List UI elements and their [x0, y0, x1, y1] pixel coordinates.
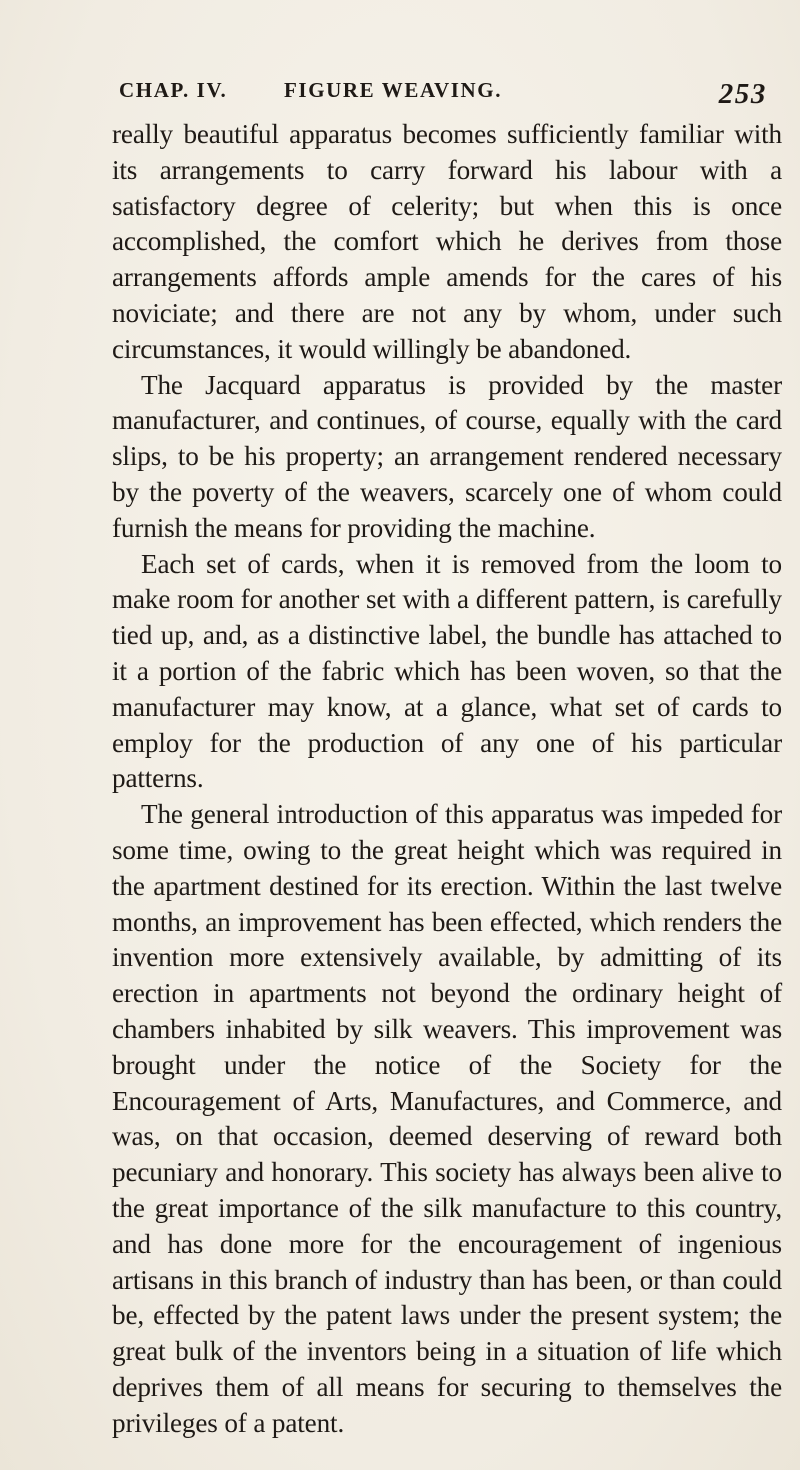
running-header: [119, 78, 781, 118]
body-text: [112, 117, 782, 1438]
paragraph-3: Each set of cards, when it is removed from the loom to make room for another set with a different pattern, is carefully tied up, and, as a distinctive label, the bundle has attached to it a portion of the fabric which has been woven, so that the manufacturer may know, at a glance, what set of cards to employ for the production of any one of his particular patterns.: [112, 548, 782, 794]
paragraph-4: The general introduction of this apparatus was impeded for some time, owing to the great height which was required in the apartment destined for its erection. Within the last twelve months, an improvement has been effected, which renders the invention more extensively available, by admitting of its erection in apartments not beyond the ordinary height of chambers inhabited by silk weavers. This improvement was brought under the notice of the Society for the Encouragement of Arts, Manufactures, and Commerce, and was, on that occasion, deemed deserving of reward both pecuniary and honorary. This society has always been alive to the great importance of the silk manufacture to this country, and has done more for the encouragement of ingenious artisans in this branch of industry than has been, or than could be, effected by the patent laws under the present system; the great bulk of the inventors being in a situation of life which deprives them of all means for securing to themselves the privileges of a patent.: [112, 799, 782, 1438]
page-number: 253: [718, 78, 767, 110]
running-title: FIGURE WEAVING.: [284, 78, 503, 102]
paragraph-1: really beautiful apparatus becomes sufficiently familiar with its arrangements to carry forward his labour with a satisfactory degree of celerity; but when this is once accomplished, the comfort which he derives from those arrangements affords ample amends for the cares of his noviciate; and there are not any by whom, under such circumstances, it would willingly be abandoned.: [112, 119, 782, 364]
paragraph-2: The Jacquard apparatus is provided by the master manufacturer, and continues, of course, equally with the card slips, to be his property; an arrangement rendered necessary by the poverty of the weavers, scarcely one of whom could furnish the means for providing the machine.: [112, 369, 782, 543]
chapter-label: CHAP. IV.: [119, 78, 228, 102]
